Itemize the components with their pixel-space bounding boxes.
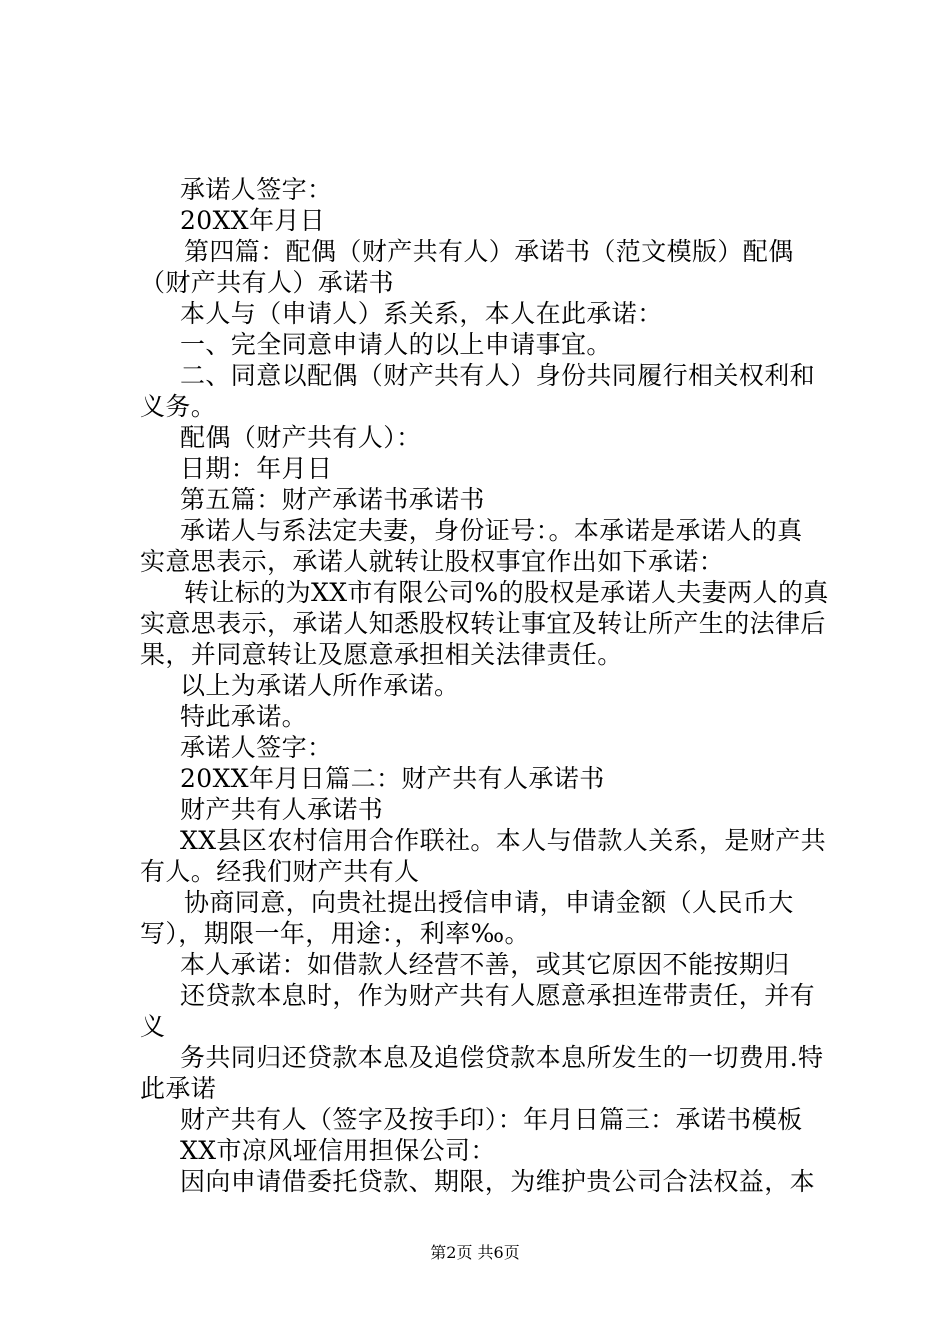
text-line: 第四篇：配偶（财产共有人）承诺书（范文模版）配偶	[184, 237, 794, 266]
text-line: 20XX年月日	[180, 206, 326, 235]
text-line: 实意思表示，承诺人知悉股权转让事宜及转让所产生的法律后	[140, 609, 826, 638]
text-line: 日期：年月日	[180, 454, 333, 483]
text-line: 还贷款本息时，作为财产共有人愿意承担连带责任，并有	[180, 981, 816, 1010]
document-body	[140, 174, 835, 1197]
text-line: XX县区农村信用合作联社。本人与借款人关系，是财产共	[180, 826, 826, 855]
text-line: 因向申请借委托贷款、期限，为维护贵公司合法权益，本	[180, 1167, 816, 1196]
text-line: 本人与（申请人）系关系，本人在此承诺：	[180, 299, 663, 328]
text-line: 承诺人签字：	[180, 733, 333, 762]
text-line: （财产共有人）承诺书	[140, 268, 395, 297]
text-line: 义	[140, 1012, 166, 1041]
text-line: 义务。	[140, 392, 217, 421]
text-line: 特此承诺。	[180, 702, 308, 731]
page-footer: 第2页 共6页	[430, 1243, 520, 1262]
text-line: 第五篇：财产承诺书承诺书	[180, 485, 485, 514]
text-line: 财产共有人承诺书	[180, 795, 384, 824]
text-line: 20XX年月日篇二：财产共有人承诺书	[180, 764, 605, 793]
text-line: 承诺人与系法定夫妻，身份证号：。本承诺是承诺人的真	[180, 516, 803, 545]
text-line: 此承诺	[140, 1074, 217, 1103]
text-line: 有人。经我们财产共有人	[140, 857, 420, 886]
text-line: 写），期限一年，用途：，利率‰。	[140, 919, 530, 948]
text-line: 果，并同意转让及愿意承担相关法律责任。	[140, 640, 623, 669]
text-line: 承诺人签字：	[180, 175, 333, 204]
text-line: 转让标的为XX市有限公司%的股权是承诺人夫妻两人的真	[184, 578, 829, 607]
text-line: 协商同意，向贵社提出授信申请，申请金额（人民币大	[184, 888, 794, 917]
text-line: 二、同意以配偶（财产共有人）身份共同履行相关权利和	[180, 361, 816, 390]
text-line: 本人承诺：如借款人经营不善，或其它原因不能按期归	[180, 950, 790, 979]
text-line: 务共同归还贷款本息及追偿贷款本息所发生的一切费用.特	[180, 1043, 824, 1072]
text-line: XX市凉风垭信用担保公司：	[180, 1136, 496, 1165]
text-line: 实意思表示，承诺人就转让股权事宜作出如下承诺：	[140, 547, 725, 576]
text-line: 配偶（财产共有人）：	[180, 423, 422, 452]
text-line: 财产共有人（签字及按手印）：年月日篇三：承诺书模板	[180, 1105, 803, 1134]
text-line: 一、完全同意申请人的以上申请事宜。	[180, 330, 612, 359]
text-line: 以上为承诺人所作承诺。	[180, 671, 460, 700]
